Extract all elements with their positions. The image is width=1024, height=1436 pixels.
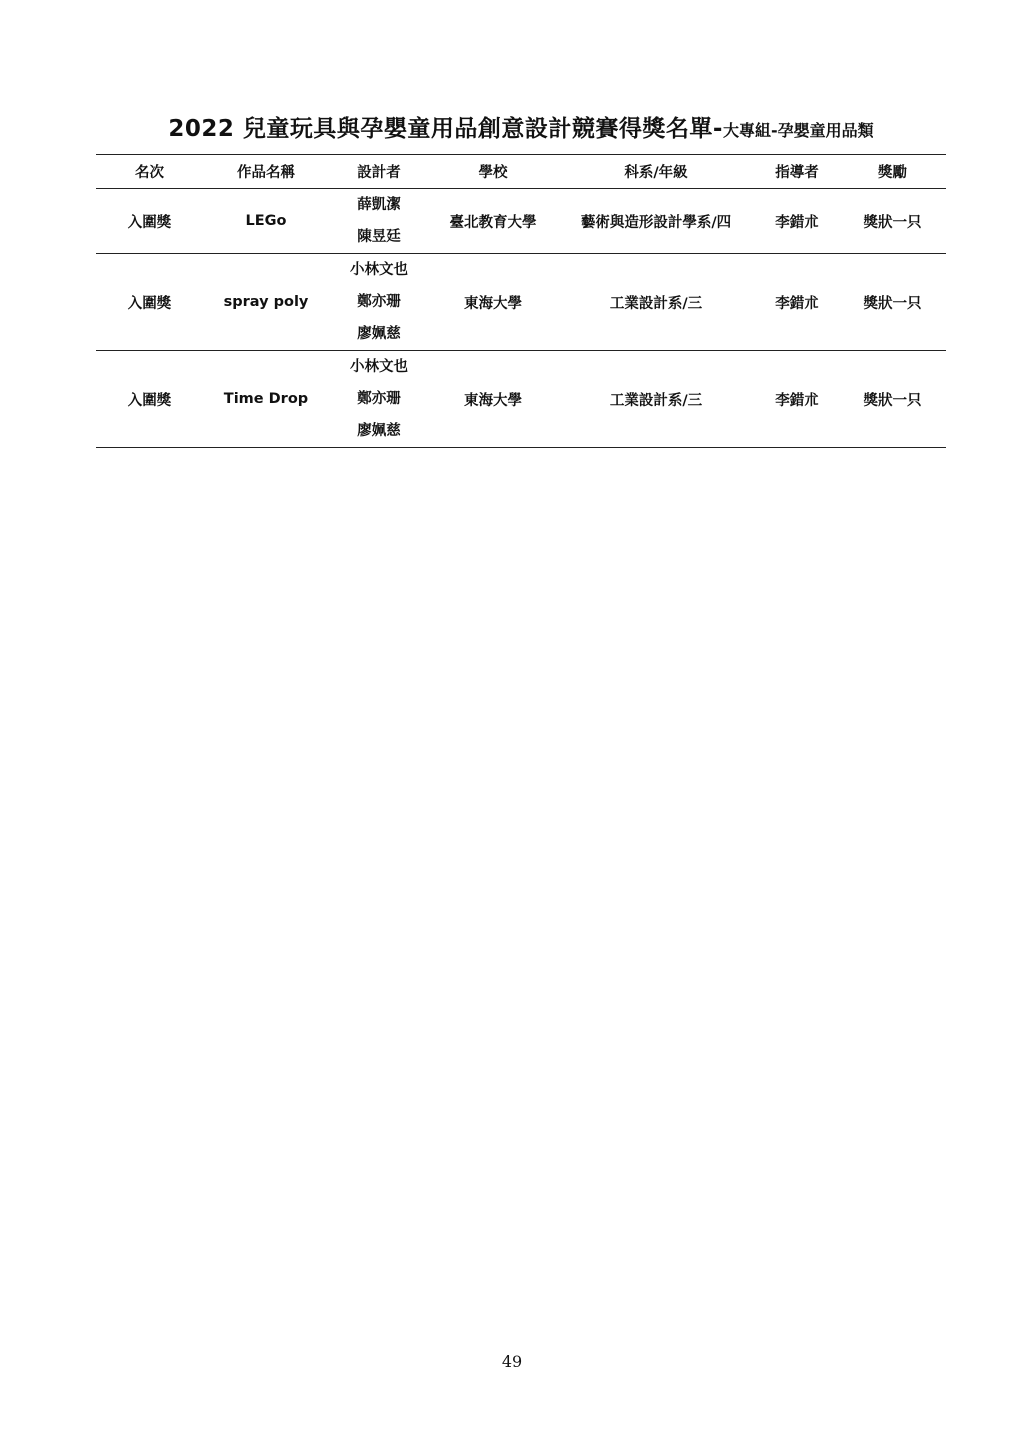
cell-designers (329, 351, 429, 448)
cell-work: LEGo (245, 213, 287, 229)
cell-rank: 入圍獎 (127, 295, 172, 312)
designer-name: 陳昱廷 (357, 229, 401, 245)
page-number: 49 (501, 1352, 523, 1371)
table-row (96, 351, 946, 448)
cell-work: Time Drop (223, 391, 309, 407)
table-row (96, 189, 946, 254)
header-rank: 名次 (135, 165, 164, 181)
cell-prize: 獎狀一只 (863, 392, 922, 409)
title-sub: 大專組-孕嬰童用品類 (722, 121, 874, 140)
cell-school: 東海大學 (464, 392, 522, 409)
cell-dept: 工業設計系/三 (609, 392, 703, 409)
cell-dept: 藝術與造形設計學系/四 (580, 214, 732, 231)
cell-prize: 獎狀一只 (863, 295, 922, 312)
header-prize: 獎勵 (878, 165, 907, 181)
cell-rank: 入圍獎 (127, 392, 172, 409)
designer-name: 鄭亦珊 (357, 294, 401, 310)
table-header-row (96, 155, 946, 189)
cell-advisor: 李錯朮 (775, 392, 819, 409)
cell-work: spray poly (223, 294, 309, 310)
cell-school: 東海大學 (464, 295, 522, 312)
designer-name: 廖姵慈 (357, 326, 401, 342)
designer-name: 薛凱潔 (357, 197, 401, 213)
awards-table (96, 154, 946, 448)
cell-advisor: 李錯朮 (775, 295, 819, 312)
designer-name: 小林文也 (350, 359, 408, 375)
cell-school: 臺北教育大學 (449, 214, 537, 231)
cell-rank: 入圍獎 (127, 214, 172, 231)
header-advisor: 指導者 (775, 165, 819, 181)
header-dept: 科系/年級 (624, 165, 688, 181)
header-work: 作品名稱 (237, 165, 295, 181)
document-title (96, 118, 946, 141)
header-school: 學校 (478, 165, 508, 181)
cell-designers (329, 254, 429, 351)
designer-name: 小林文也 (350, 262, 408, 278)
table-row (96, 254, 946, 351)
header-designer: 設計者 (357, 165, 401, 181)
designer-name: 廖姵慈 (357, 423, 401, 439)
designer-name: 鄭亦珊 (357, 391, 401, 407)
cell-dept: 工業設計系/三 (609, 295, 703, 312)
cell-designers (329, 189, 429, 254)
title-main: 2022 兒童玩具與孕嬰童用品創意設計競賽得獎名單- (168, 116, 723, 142)
cell-advisor: 李錯朮 (775, 214, 819, 231)
cell-prize: 獎狀一只 (863, 214, 922, 231)
